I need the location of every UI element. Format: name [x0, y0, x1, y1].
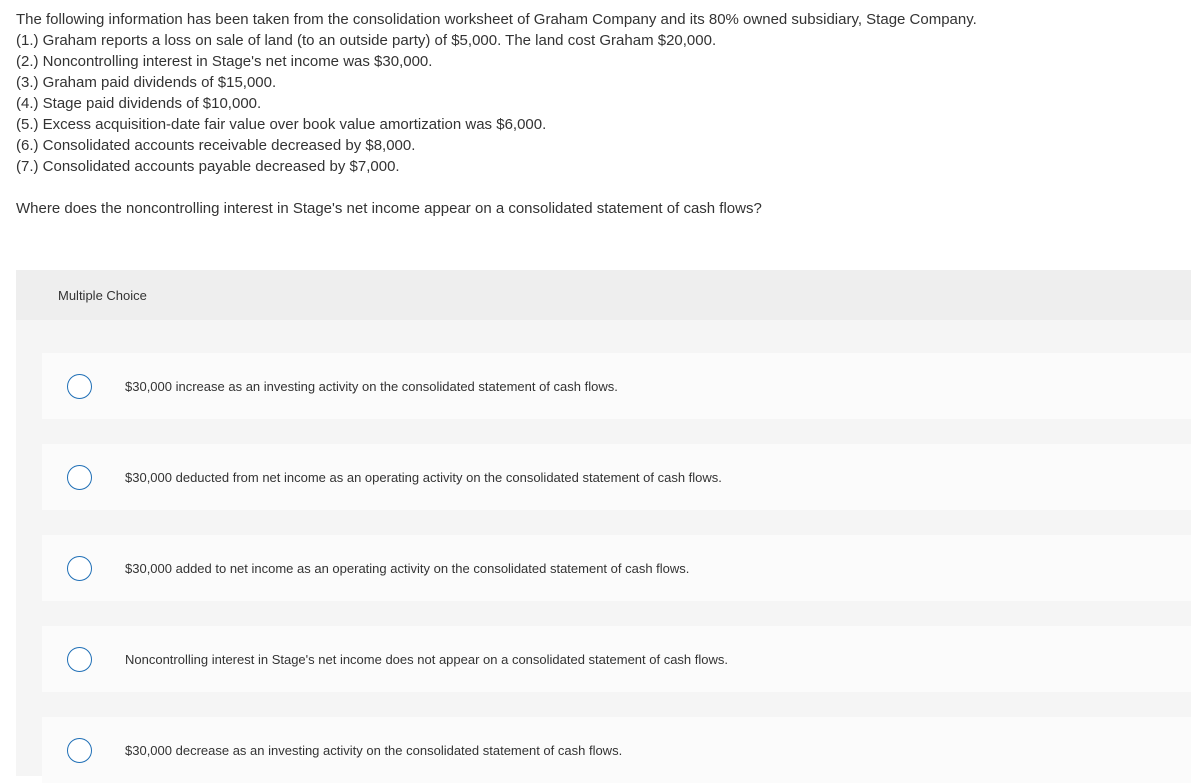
question-item-3: (3.) Graham paid dividends of $15,000.: [16, 74, 277, 91]
answer-option-label: $30,000 increase as an investing activity on the consolidated statement of cash flows.: [125, 378, 618, 394]
radio-button-icon[interactable]: [67, 465, 92, 490]
multiple-choice-panel: [16, 270, 1191, 776]
question-intro: The following information has been taken from the consolidation worksheet of Graham Company and its 80% owned subsidiary, Stage Company.: [16, 11, 977, 28]
answer-option-label: $30,000 added to net income as an operating activity on the consolidated statement of cash flows.: [125, 560, 690, 576]
multiple-choice-label: Multiple Choice: [58, 287, 147, 303]
question-item-5: (5.) Excess acquisition-date fair value over book value amortization was $6,000.: [16, 116, 547, 133]
answer-option-1[interactable]: [42, 353, 1191, 419]
answer-option-5[interactable]: [42, 717, 1191, 783]
answer-option-3[interactable]: [42, 535, 1191, 601]
radio-button-icon[interactable]: [67, 556, 92, 581]
question-item-2: (2.) Noncontrolling interest in Stage's net income was $30,000.: [16, 53, 433, 70]
question-prompt: Where does the noncontrolling interest in Stage's net income appear on a consolidated statement of cash flows?: [16, 200, 762, 217]
radio-button-icon[interactable]: [67, 374, 92, 399]
answer-option-label: Noncontrolling interest in Stage's net income does not appear on a consolidated statement of cash flows.: [125, 651, 729, 667]
answer-option-2[interactable]: [42, 444, 1191, 510]
radio-button-icon[interactable]: [67, 647, 92, 672]
radio-button-icon[interactable]: [67, 738, 92, 763]
question-item-1: (1.) Graham reports a loss on sale of land (to an outside party) of $5,000. The land cost Graham $20,000.: [16, 32, 717, 49]
multiple-choice-header: [16, 270, 1191, 320]
question-item-4: (4.) Stage paid dividends of $10,000.: [16, 95, 262, 112]
question-text: [16, 9, 1176, 219]
answer-option-label: $30,000 deducted from net income as an operating activity on the consolidated statement of cash flows.: [125, 469, 722, 485]
answer-option-label: $30,000 decrease as an investing activity on the consolidated statement of cash flows.: [125, 742, 623, 758]
answer-option-4[interactable]: [42, 626, 1191, 692]
question-item-7: (7.) Consolidated accounts payable decreased by $7,000.: [16, 158, 400, 175]
question-item-6: (6.) Consolidated accounts receivable decreased by $8,000.: [16, 137, 416, 154]
